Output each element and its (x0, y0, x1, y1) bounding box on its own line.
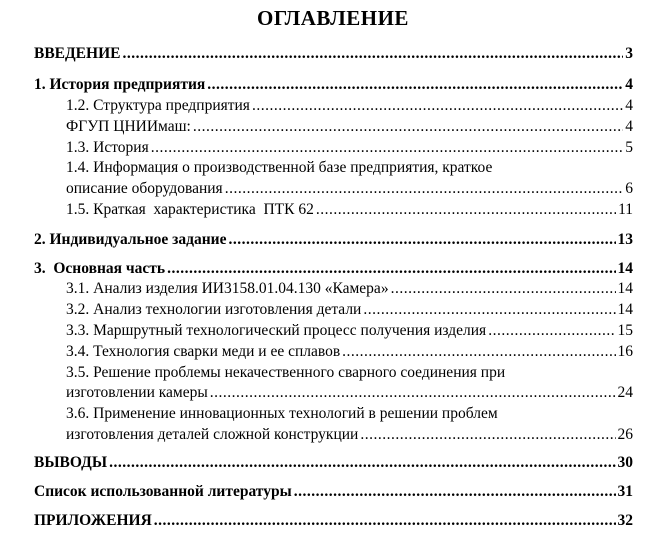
toc-entry-text: 3.3. Маршрутный технологический процесс получения изделия (66, 322, 487, 339)
toc-entry-text: 1. История предприятия (34, 76, 206, 93)
toc-page-number: 14 (617, 280, 633, 297)
toc-leader-dots (167, 259, 615, 278)
toc-entry-text: ФГУП ЦНИИмаш: (66, 118, 191, 135)
toc-leader-dots (151, 138, 624, 157)
toc-leader-dots (342, 342, 615, 361)
toc-entry-references[interactable] (34, 482, 633, 501)
toc-entry-section-3-5[interactable] (66, 383, 633, 402)
toc-entry-text: изготовлении камеры (66, 384, 208, 401)
toc-entry-text: 3.1. Анализ изделия ИИ3158.01.04.130 «Камера» (66, 280, 389, 297)
toc-entry-text: ВЫВОДЫ (34, 454, 108, 471)
toc-leader-dots (363, 300, 615, 319)
toc-entry-text: 1.5. Краткая характеристика ПТК 62 (66, 201, 314, 218)
toc-entry-section-1-2-org[interactable] (66, 117, 633, 136)
toc-entry-section-3-2[interactable] (66, 300, 633, 319)
toc-leader-dots (360, 425, 615, 444)
page-title: ОГЛАВЛЕНИЕ (257, 6, 409, 30)
toc-entry-section-3-5-line1[interactable]: 3.5. Решение проблемы некачественного сварного соединения при (66, 364, 506, 381)
toc-page-number: 14 (617, 301, 633, 318)
toc-entry-text: 3. Основная часть (34, 260, 166, 277)
toc-entry-text: 2. Индивидуальное задание (34, 231, 227, 248)
toc-entry-section-1-4[interactable] (66, 179, 633, 198)
toc-entry-section-1[interactable] (34, 75, 633, 94)
toc-page-number: 6 (625, 180, 633, 197)
toc-entry-text: описание оборудования (66, 180, 223, 197)
toc-leader-dots (488, 321, 615, 340)
toc-entry-conclusions[interactable] (34, 453, 633, 472)
toc-page-number: 5 (625, 139, 633, 156)
toc-page-number: 15 (617, 322, 633, 339)
toc-entry-section-3-6[interactable] (66, 425, 633, 444)
toc-page-number: 4 (625, 118, 633, 135)
toc-leader-dots (207, 75, 623, 94)
toc-leader-dots (210, 383, 616, 402)
toc-page-number: 32 (617, 512, 633, 529)
toc-leader-dots (316, 200, 616, 219)
toc-entry-text: изготовления деталей сложной конструкции (66, 426, 359, 443)
toc-leader-dots (391, 279, 616, 298)
toc-leader-dots (294, 482, 616, 501)
toc-entry-appendix[interactable] (34, 511, 633, 530)
toc-page-number: 31 (617, 483, 633, 500)
toc-entry-text: ВВЕДЕНИЕ (34, 45, 121, 62)
toc-entry-section-3-6-line1[interactable]: 3.6. Применение инновационных технологий в решении проблем (66, 405, 498, 422)
toc-leader-dots (154, 511, 616, 530)
toc-page-number: 13 (617, 231, 633, 248)
toc-leader-dots (252, 96, 623, 115)
toc-entry-text: 3.2. Анализ технологии изготовления детали (66, 301, 362, 318)
toc-entry-section-1-4-line1[interactable]: 1.4. Информация о производственной базе предприятия, краткое (66, 159, 493, 176)
toc-entry-section-3-3[interactable] (66, 321, 633, 340)
toc-entry-section-1-3[interactable] (66, 138, 633, 157)
toc-leader-dots (109, 453, 615, 472)
toc-entry-section-3[interactable] (34, 259, 633, 278)
toc-leader-dots (193, 117, 623, 136)
toc-entry-section-1-2[interactable] (66, 96, 633, 115)
toc-page-number: 3 (625, 45, 633, 62)
toc-entry-text: 1.3. История (66, 139, 149, 156)
toc-page-number: 24 (617, 384, 633, 401)
toc-page-number: 11 (618, 201, 633, 218)
toc-entry-section-2[interactable] (34, 230, 633, 249)
toc-page-number: 30 (617, 454, 633, 471)
toc-page-number: 4 (625, 76, 633, 93)
toc-entry-text: 3.4. Технология сварки меди и ее сплавов (66, 343, 341, 360)
toc-page-number: 16 (617, 343, 633, 360)
toc-page-number: 26 (617, 426, 633, 443)
toc-leader-dots (225, 179, 624, 198)
toc-entry-text: 1.2. Структура предприятия (66, 97, 250, 114)
toc-entry-section-3-1[interactable] (66, 279, 633, 298)
toc-page-number: 14 (617, 260, 633, 277)
toc-page-number: 4 (625, 97, 633, 114)
toc-entry-intro[interactable] (34, 44, 633, 63)
toc-entry-text: Список использованной литературы (34, 483, 292, 500)
toc-leader-dots (228, 230, 615, 249)
toc-entry-text: ПРИЛОЖЕНИЯ (34, 512, 152, 529)
toc-entry-section-1-5[interactable] (66, 200, 633, 219)
toc-entry-section-3-4[interactable] (66, 342, 633, 361)
toc-leader-dots (122, 44, 623, 63)
